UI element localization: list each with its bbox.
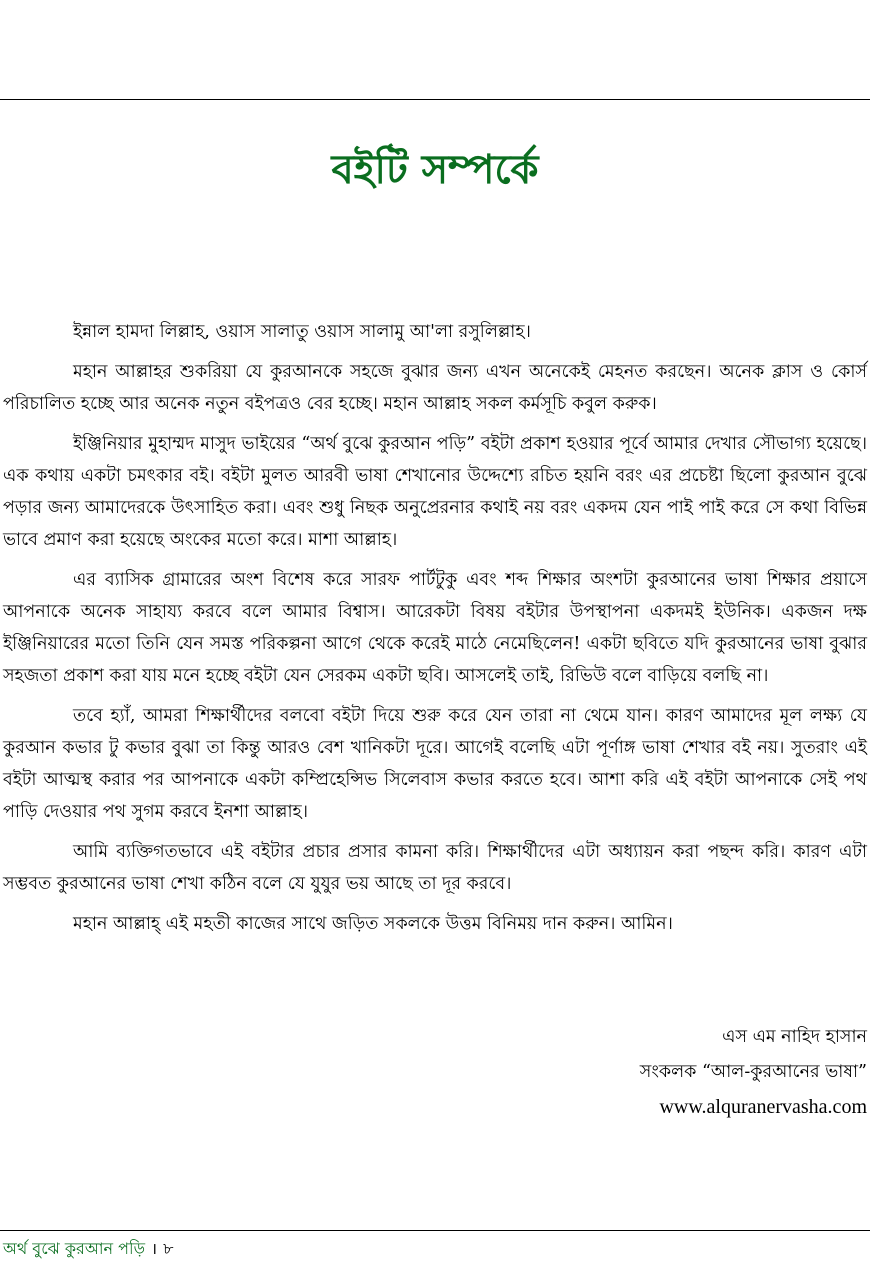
page-number: ৮	[163, 1239, 174, 1258]
author-name: এস এম নাহিদ হাসান	[722, 1027, 867, 1047]
paragraph-6: আমি ব্যক্তিগতভাবে এই বইটার প্রচার প্রসার কামনা করি। শিক্ষার্থীদের এটা অধ্যায়ন করা পছন্দ করি। কারণ এটা সম্ভবত কুরআনের ভাষা শেখা কঠিন বলে যে যুযুর ভয় আছে তা দূর করবে।	[3, 842, 867, 894]
paragraph-7: মহান আল্লাহ্ এই মহতী কাজের সাথে জড়িত সকলকে উত্তম বিনিময় দান করুন। আমিন।	[73, 914, 673, 934]
paragraph-5: তবে হ্যাঁ, আমরা শিক্ষার্থীদের বলবো বইটা দিয়ে শুরু করে যেন তারা না থেমে যান। কারণ আমাদের মূল লক্ষ্য যে কুরআন কভার টু কভার বুঝা তা কিন্তু আরও বেশ খানিকটা দূরে। আগেই বলেছি এটা পূর্ণাঙ্গ ভাষা শেখার বই নয়। সুতরাং এই বইটা আত্মস্থ করার পর আপনাকে একটা কম্প্রিহেন্সিভ সিলেবাস কভার করতে হবে। আশা করি এই বইটা আপনাকে সেই পথ পাড়ি দেওয়ার পথ সুগম করবে ইনশা আল্লাহ।	[3, 706, 867, 822]
footer-book-title: অর্থ বুঝে কুরআন পড়ি	[3, 1239, 145, 1258]
paragraph-3: ইঞ্জিনিয়ার মুহাম্মদ মাসুদ ভাইয়ের “অর্থ বুঝে কুরআন পড়ি” বইটা প্রকাশ হওয়ার পূর্বে আমার দেখার সৌভাগ্য হয়েছে। এক কথায় একটা চমৎকার বই। বইটা মুলত আরবী ভাষা শেখানোর উদ্দেশ্যে রচিত হয়নি বরং এর প্রচেষ্টা ছিলো কুরআন বুঝে পড়ার জন্য আমাদেরকে উৎসাহিত করা। এবং শুধু নিছক অনুপ্রেরনার কথাই নয় বরং একদম যেন পাই পাই করে সে কথা বিভিন্ন ভাবে প্রমাণ করা হয়েছে অংকের মতো করে। মাশা আল্লাহ।	[3, 434, 867, 550]
website-url[interactable]: www.alquranervasha.com	[659, 1096, 867, 1118]
author-role: সংকলক “আল-কুরআনের ভাষা”	[639, 1062, 867, 1082]
top-rule	[0, 99, 870, 100]
footer-separator: ।	[151, 1239, 158, 1258]
paragraph-1: ইন্নাল হামদা লিল্লাহ, ওয়াস সালাতু ওয়াস সালামু আ'লা রসুলিল্লাহ।	[73, 322, 531, 342]
paragraph-4: এর ব্যাসিক গ্রামারের অংশ বিশেষ করে সারফ পার্টটুকু এবং শব্দ শিক্ষার অংশটা কুরআনের ভাষা শিক্ষার প্রয়াসে আপনাকে অনেক সাহায্য করবে বলে আমার বিশ্বাস। আরেকটা বিষয় বইটার উপস্থাপনা একদমই ইউনিক। একজন দক্ষ ইঞ্জিনিয়ারের মতো তিনি যেন সমস্ত পরিকল্পনা আগে থেকে করেই মাঠে নেমেছিলেন! একটা ছবিতে যদি কুরআনের ভাষা বুঝার সহজতা প্রকাশ করা যায় মনে হচ্ছে বইটা যেন সেরকম একটা ছবি। আসলেই তাই, রিভিউ বলে বাড়িয়ে বলছি না।	[3, 570, 867, 686]
page-title: বইটি সম্পর্কে	[331, 147, 539, 193]
bottom-rule	[0, 1230, 870, 1231]
page-footer	[3, 1234, 173, 1264]
paragraph-2: মহান আল্লাহর শুকরিয়া যে কুরআনকে সহজে বুঝার জন্য এখন অনেকেই মেহনত করছেন। অনেক ক্লাস ও কোর্স পরিচালিত হচ্ছে আর অনেক নতুন বইপত্রও বের হচ্ছে। মহান আল্লাহ সকল কর্মসূচি কবুল করুক।	[3, 362, 867, 414]
body-text	[3, 316, 867, 948]
signature-block	[640, 1020, 867, 1125]
